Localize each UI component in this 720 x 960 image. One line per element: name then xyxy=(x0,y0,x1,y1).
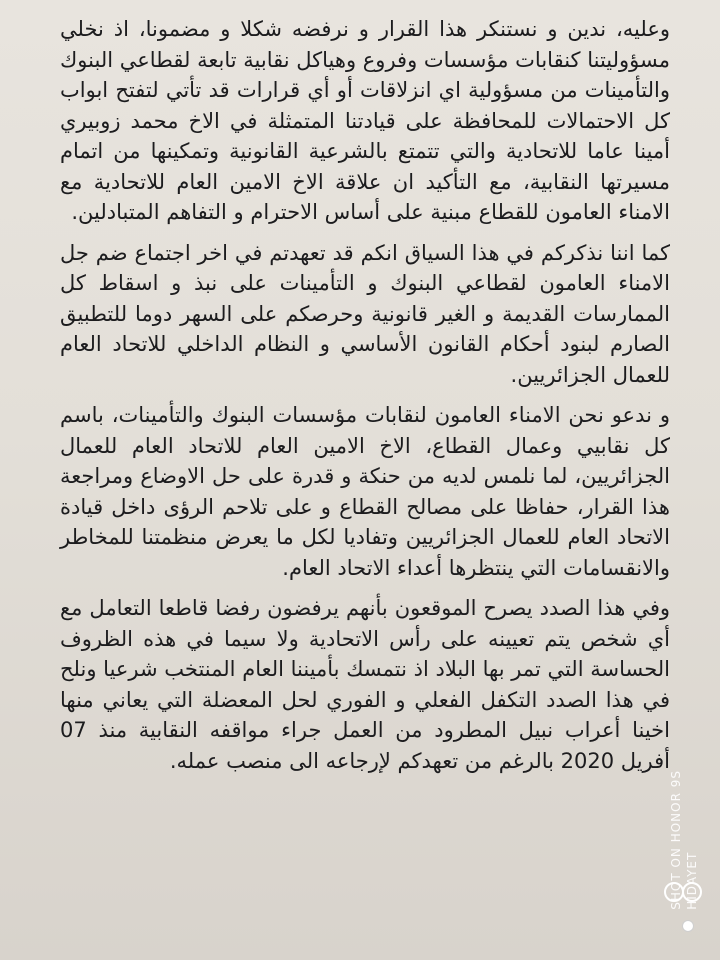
paragraph-2: كما اننا نذكركم في هذا السياق انكم قد تعهدتم في اخر اجتماع ضم جل الامناء العامون لقطاعي البنوك و التأمينات على نبذ و اسقاط كل الممارسات القديمة و الغير قانونية وحرصكم على السهر دوما للتطبيق الصارم لبنود أحكام القانون الأساسي و النظام الداخلي للاتحاد العام للعمال الجزائريين. xyxy=(60,240,670,387)
paragraph-4: وفي هذا الصدد يصرح الموقعون بأنهم يرفضون رفضا قاطعا التعامل مع أي شخص يتم تعيينه على رأس الاتحادية ولا سيما في هذه الظروف الحساسة التي تمر بها البلاد اذ نتمسك بأميننا العام المنتخب شرعيا ونلح في هذا الصدد التكفل الفعلي و الفوري لحل المعضلة التي يعاني منها اخينا أعراب نبيل المطرود من العمل جراء مواقفه النقابية منذ 07 أفريل 2020 بالرغم من تعهدكم لإرجاعه الى منصب عمله. xyxy=(60,596,670,773)
document-body xyxy=(60,14,670,786)
camera-rings-icon xyxy=(662,870,706,914)
record-dot-icon xyxy=(682,920,694,932)
ring-left-icon xyxy=(664,882,684,902)
paragraph-1: وعليه، ندين و نستنكر هذا القرار و نرفضه شكلا و مضمونا، اذ نخلي مسؤوليتنا كنقابات مؤسسات وفروع وهياكل نقابية تابعة لقطاعي البنوك والتأمينات من مسؤولية اي انزلاقات أو أي قرارات قد تأتي لتفتح ابواب كل الاحتمالات للمحافظة على قيادتنا المتمثلة في الاخ محمد زوبيري أمينا عاما للاتحادية والتي تتمتع بالشرعية القانونية وتمكينها من اتمام مسيرتها النقابية، مع التأكيد ان علاقة الاخ الامين العام للاتحادية مع الامناء العامون للقطاع مبنية على أساس الاحترام و التفاهم المتبادلين. xyxy=(60,17,670,224)
paragraph-3: و ندعو نحن الامناء العامون لنقابات مؤسسات البنوك والتأمينات، باسم كل نقابيي وعمال القطاع، الاخ الامين العام للاتحاد العام للعمال الجزائريين، لما نلمس لديه من حنكة و قدرة على حل الاوضاع ومراجعة هذا القرار، حفاظا على مصالح القطاع و على تلاحم الرؤى داخل قيادة الاتحاد العام للعمال الجزائريين وتفاديا لكل ما يعرض منظمتنا للمخاطر والانقسامات التي ينتظرها أعداء الاتحاد العام. xyxy=(60,403,670,580)
watermark-line-2: HIDAYET xyxy=(685,851,699,910)
ring-right-icon xyxy=(682,882,702,902)
watermark-line-1: SHOT ON HONOR 9S xyxy=(669,770,683,910)
